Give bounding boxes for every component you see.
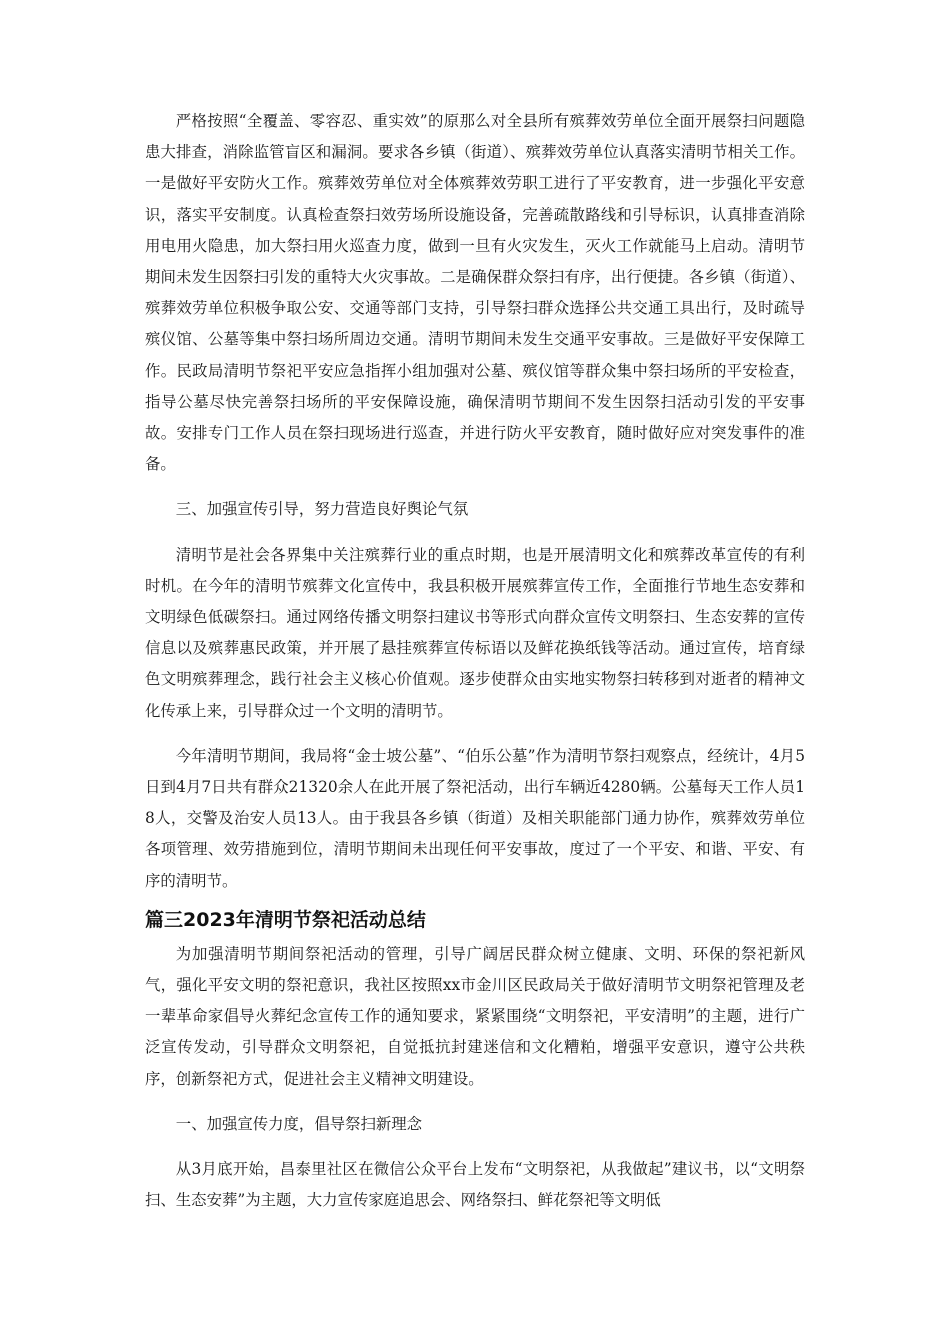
document-page xyxy=(145,106,805,1217)
paragraph-safety-inspection: 严格按照“全覆盖、零容忍、重实效”的原那么对全县所有殡葬效劳单位全面开展祭扫问题隐患大排查，消除监管盲区和漏洞。要求各乡镇（街道）、殡葬效劳单位认真落实清明节相关工作。一是做好平安防火工作。殡葬效劳单位对全体殡葬效劳职工进行了平安教育，进一步强化平安意识，落实平安制度。认真检查祭扫效劳场所设施设备，完善疏散路线和引导标识，认真排查消除用电用火隐患，加大祭扫用火巡查力度，做到一旦有火灾发生，灭火工作就能马上启动。清明节期间未发生因祭扫引发的重特大火灾事故。二是确保群众祭扫有序，出行便捷。各乡镇（街道）、殡葬效劳单位积极争取公安、交通等部门支持，引导祭扫群众选择公共交通工具出行，及时疏导殡仪馆、公墓等集中祭扫场所周边交通。清明节期间未发生交通平安事故。三是做好平安保障工作。民政局清明节祭祀平安应急指挥小组加强对公墓、殡仪馆等群众集中祭扫场所的平安检查，指导公墓尽快完善祭扫场所的平安保障设施，确保清明节期间不发生因祭扫活动引发的平安事故。安排专门工作人员在祭扫现场进行巡查，并进行防火平安教育，随时做好应对突发事件的准备。 xyxy=(145,112,805,474)
paragraph-wechat-proposal: 从3月底开始，昌泰里社区在微信公众平台上发布“文明祭祀，从我做起”建议书，以“文明祭扫、生态安葬”为主题，大力宣传家庭追思会、网络祭扫、鲜花祭祀等文明低 xyxy=(145,1160,805,1210)
paragraph-observation-statistics: 今年清明节期间，我局将“金士坡公墓”、“伯乐公墓”作为清明节祭扫观察点，经统计，4月5日到4月7日共有群众21320余人在此开展了祭祀活动，出行车辆近4280辆。公墓每天工作人员18人，交警及治安人员13人。由于我县各乡镇（街道）及相关职能部门通力协作，殡葬效劳单位各项管理、效劳措施到位，清明节期间未出现任何平安事故，度过了一个平安、和谐、平安、有序的清明节。 xyxy=(145,746,805,890)
heading-strengthen-publicity: 一、加强宣传力度，倡导祭扫新理念 xyxy=(175,1114,423,1133)
paragraph-qingming-publicity: 清明节是社会各界集中关注殡葬行业的重点时期，也是开展清明文化和殡葬改革宣传的有利时机。在今年的清明节殡葬文化宣传中，我县积极开展殡葬宣传工作，全面推行节地生态安葬和文明绿色低碳祭扫。通过网络传播文明祭扫建议书等形式向群众宣传文明祭扫、生态安葬的宣传信息以及殡葬惠民政策，并开展了悬挂殡葬宣传标语以及鲜花换纸钱等活动。通过宣传，培育绿色文明殡葬理念，践行社会主义核心价值观。逐步使群众由实地实物祭扫转移到对逝者的精神文化传承上来，引导群众过一个文明的清明节。 xyxy=(145,545,805,720)
paragraph-community-intro: 为加强清明节期间祭祀活动的管理，引导广阔居民群众树立健康、文明、环保的祭祀新风气，强化平安文明的祭祀意识，我社区按照xx市金川区民政局关于做好清明节文明祭祀管理及老一辈革命家倡导火葬纪念宣传工作的通知要求，紧紧围绕“文明祭祀，平安清明”的主题，进行广泛宣传发动，引导群众文明祭祀，自觉抵抗封建迷信和文化糟粕，增强平安意识，遵守公共秩序，创新祭祀方式，促进社会主义精神文明建设。 xyxy=(145,944,805,1088)
heading-publicity-guidance: 三、加强宣传引导，努力营造良好舆论气氛 xyxy=(175,500,469,519)
section-title-part-three: 篇三2023年清明节祭祀活动总结 xyxy=(145,908,426,931)
